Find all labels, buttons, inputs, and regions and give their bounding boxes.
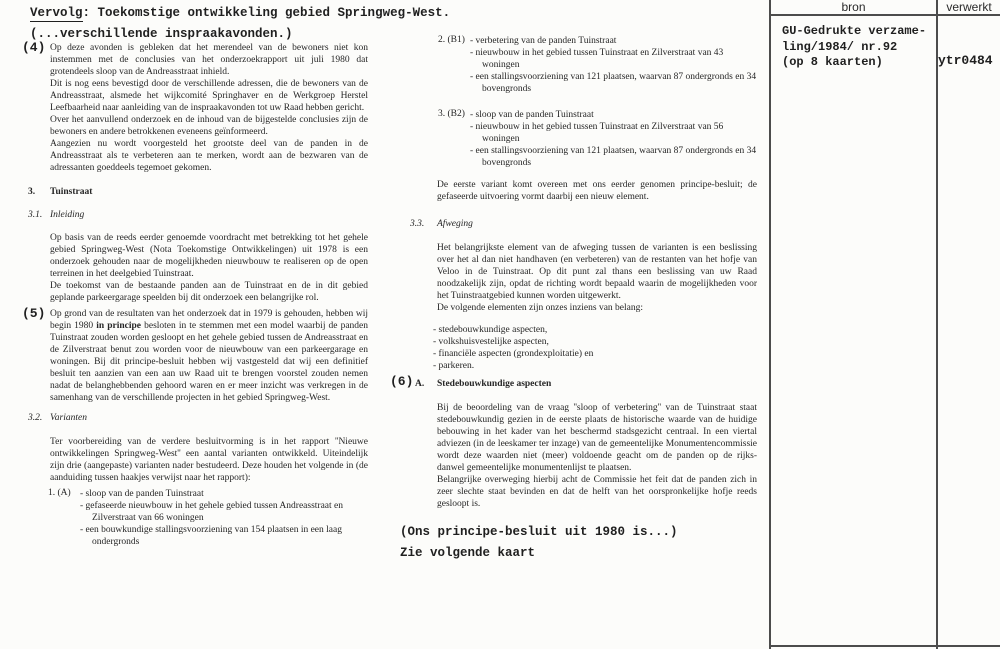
paragraph: De volgende elementen zijn onzes inziens van belang: (437, 303, 644, 313)
paragraph-block-5 (22, 308, 368, 404)
variant-item: - sloop van de panden Tuinstraat (470, 110, 594, 120)
paragraph: Ter voorbereiding van de verdere besluitvorming is in het rapport ''Nieuwe ontwikkelingen Springweg-West'' een aantal varianten ontwikkeld. Uiteindelijk zijn drie (aangepaste) varianten nader bestudeerd. Deze houden het volgende in (de aanduiding tussen haakjes verwijst naar het rapport): (50, 437, 368, 483)
margin-marker-4: (4) (22, 40, 46, 55)
section-3-heading (22, 186, 368, 198)
variant-2-block (385, 35, 757, 95)
variant-2-label: 2. (B1) (438, 35, 465, 45)
paragraph: Het belangrijkste element van de afweging tussen de varianten is een beslissing over het al dan niet handhaven (en verbeteren) van de restanten van het hofje van Veloo in de Tuinstraat. Op dit punt zal thans een beslissing van uw Raad noodzakelijk zijn, opdat de richting wordt bepaald waarin de mogelijkheden voor het Tuinstraatgebied kunnen worden uitgewerkt. (437, 243, 757, 301)
variant-item: - een bouwkundige stallingsvoorziening van 154 plaatsen in een laag ondergronds (80, 525, 342, 547)
variant-1-block (22, 488, 368, 548)
bullet-item: - volkshuisvestelijke aspecten, (433, 337, 549, 347)
variant-item: - sloop van de panden Tuinstraat (80, 489, 204, 499)
section-3-2-number: 3.2. (28, 413, 43, 423)
paragraph-block-A (385, 402, 757, 510)
variant-item: - gefaseerde nieuwbouw in het gehele gebied tussen Andreasstraat en Zilverstraat van 66 woningen (80, 501, 343, 523)
table-bottom-rule (769, 645, 1000, 647)
table-left-border (769, 0, 771, 649)
verwerkt-column-header: verwerkt (946, 0, 992, 14)
bullet-item: - parkeren. (433, 361, 475, 371)
variant-1-label: 1. (A) (48, 488, 71, 498)
paragraph: Op deze avonden is gebleken dat het merendeel van de bewoners niet kon instemmen met de conclusies van het onderzoekrapport uit juli 1980 dat grotendeels sloop van de Andreasstraat inhield. (50, 43, 368, 77)
paragraph: Op basis van de reeds eerder genoemde voordracht met betrekking tot het gehele gebied Springweg-West (Nota Toekomstige Ontwikkelingen) uit 1978 is een onderzoek gehouden naar de mogelijkheden nieuwbouw te realiseren op de open terreinen in het deelgebied Tuinstraat. (50, 233, 368, 279)
variant-3-label: 3. (B2) (438, 109, 465, 119)
bullet-item: - stedebouwkundige aspecten, (433, 325, 548, 335)
table-column-divider (936, 0, 938, 649)
paragraph: Belangrijke overweging hierbij acht de Commissie het feit dat de panden zich in zeer slechte staat bevinden en dat de helft van het oorspronkelijke hofje reeds gesloopt is. (437, 475, 757, 509)
paragraph-block-3-1 (22, 232, 368, 304)
variant-item: - nieuwbouw in het gebied tussen Tuinstraat en Zilverstraat van 43 woningen (470, 48, 724, 70)
bron-cell-value (782, 24, 926, 71)
bron-line: ling/1984/ nr.92 (782, 39, 898, 54)
section-3-1-title: Inleiding (50, 210, 85, 220)
table-header-rule (769, 14, 1000, 16)
title-underlined-word: Vervolg (30, 6, 83, 20)
note-line-1: (Ons principe-besluit uit 1980 is...) (400, 525, 678, 539)
paragraph-block-4-text (22, 42, 368, 174)
variant-item: - een stallingsvoorziening van 121 plaatsen, waarvan 87 ondergronds en 34 bovengronds (470, 146, 757, 168)
left-column (22, 42, 368, 548)
note-line-2: Zie volgende kaart (400, 546, 536, 560)
title-line-2: (...verschillende inspraakavonden.) (30, 27, 293, 41)
paragraph: Bij de beoordeling van de vraag ''sloop of verbetering'' van de Tuinstraat staat stedebouwkundig gezien in de eerste plaats de historische waarde van de huidige bebouwing in het kader van het beschermd stadsgezicht centraal. In een viertal adviezen (in de leeskamer ter inzage) van de gemeentelijke Monumentencommissie wordt deze waarden niet (meer) voldoende geacht om de panden op de rijks- danwel gemeentelijke monumentenlijst te plaatsen. (437, 403, 757, 473)
paragraph-variants-summary (385, 179, 757, 203)
paragraph-segment: Op grond van de resultaten van het onderzoek dat in 1979 is gehouden, hebben wij begin 1980 (50, 309, 368, 331)
paragraph-block-3-1-text (22, 232, 368, 304)
right-column (385, 35, 757, 510)
section-3-1-heading (22, 209, 368, 221)
variant-item: - nieuwbouw in het gebied tussen Tuinstraat en Zilverstraat van 56 woningen (470, 122, 724, 144)
section-3-2-title: Varianten (50, 413, 87, 423)
paragraph-block-5-text (22, 308, 368, 404)
paragraph-block-4 (22, 42, 368, 174)
section-3-number: 3. (28, 187, 36, 197)
variant-item: - verbetering van de panden Tuinstraat (470, 36, 617, 46)
margin-marker-6: (6) (390, 374, 414, 389)
section-A-number: A. (415, 379, 425, 389)
paragraph: Dit is nog eens bevestigd door de verschillende adressen, die de bewoners van de Andreasstraat, alsmede het wijkcomité Springhaver en de Werkgroep Herstel Leefbaarheid naar aanleiding van de inspraakavonden tot uw Raad hebben gericht. (50, 79, 368, 113)
aspect-bullet-list (385, 324, 757, 372)
paragraph-segment-bold: in principe (96, 321, 142, 331)
paragraph (50, 308, 368, 404)
bron-line: GU-Gedrukte verzame- (782, 24, 927, 38)
section-3-3-number: 3.3. (410, 219, 425, 229)
section-A-heading (385, 374, 757, 390)
section-3-3-heading (385, 218, 757, 230)
verwerkt-cell-value: ytr0484 (938, 53, 993, 68)
paragraph-block-3-2 (22, 436, 368, 484)
paragraph: De eerste variant komt overeen met ons eerder genomen principe-besluit; de gefaseerde uitvoering vormt daarbij een nieuw element. (437, 180, 757, 202)
paragraph: De toekomst van de bestaande panden aan de Tuinstraat en de in dit gebied geplande parkeergarage speelden bij dit onderzoek een belangrijke rol. (50, 281, 368, 303)
paragraph-segment: besloten in te stemmen met een model waarbij de panden Tuinstraat zouden worden gesloopt en het gehele gebied tussen de Andreasstraat en de Zilverstraat benut zou worden voor de nieuwbouw van een parkeergarage en woningen. Bij dit principe-besluit hebben wij vastgesteld dat wij een definitief besluit ten aanzien van een aan uw Raad uit te brengen voorstel zouden nemen nadat de belanghebbenden gehoord waren en er meer inzicht was verkregen in de samenhang van de verschillende projecten in het gebied Springweg-West. (50, 321, 369, 403)
paragraph: Over het aanvullend onderzoek en de inhoud van de bijgestelde conclusies zijn de bewoners en andere betrokkenen eveneens geïnformeerd. (50, 115, 368, 137)
typewriter-note (400, 522, 678, 564)
title-rest: : Toekomstige ontwikkeling gebied Springweg-West. (82, 6, 451, 20)
margin-marker-5: (5) (22, 306, 46, 321)
bron-column-header: bron (841, 0, 866, 14)
paragraph: Aangezien nu wordt voorgesteld het grootste deel van de panden in de Andreasstraat als te verbeteren aan te merken, wordt aan de bezwaren van de adressanten goeddeels tegemoet gekomen. (50, 139, 368, 173)
title-line-1 (30, 3, 450, 24)
variant-1-items (22, 488, 368, 548)
section-3-1-number: 3.1. (28, 210, 43, 220)
section-3-3-title: Afweging (437, 219, 473, 229)
bullet-item: - financiële aspecten (grondexploitatie) en (433, 349, 594, 359)
paragraph-block-3-3 (385, 242, 757, 314)
section-A-title: Stedebouwkundige aspecten (437, 379, 552, 389)
bron-line: (op 8 kaarten) (782, 55, 883, 69)
variant-item: - een stallingsvoorziening van 121 plaatsen, waarvan 87 ondergronds en 34 bovengronds (470, 72, 757, 94)
paragraph-block-3-2-text (22, 436, 368, 484)
section-3-2-heading (22, 412, 368, 424)
section-3-title: Tuinstraat (50, 187, 93, 197)
variant-3-block (385, 109, 757, 169)
